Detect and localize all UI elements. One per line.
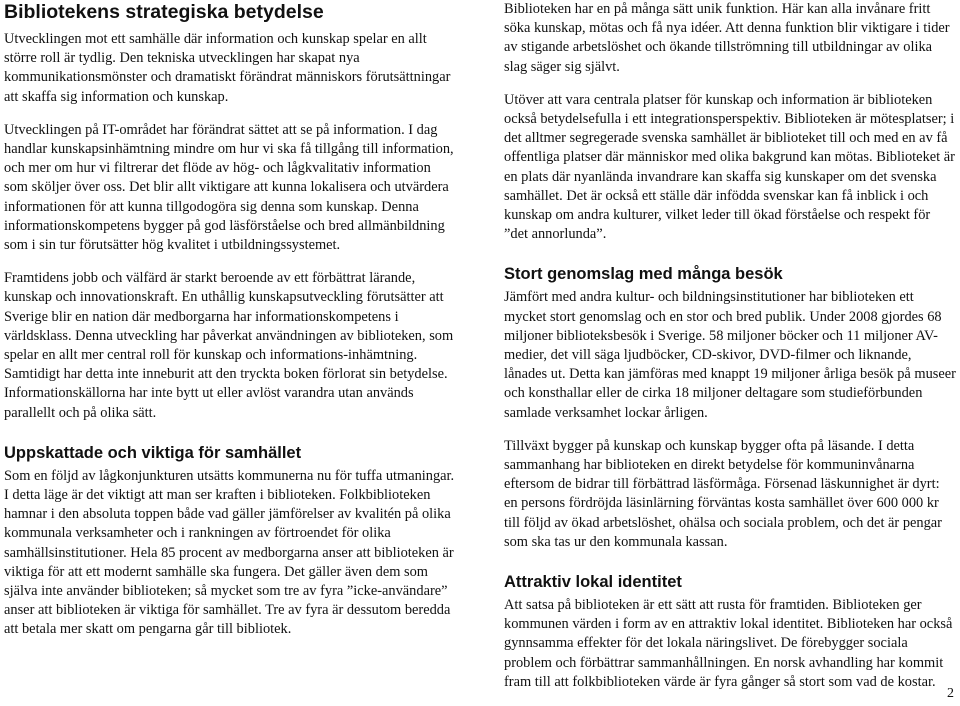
section-heading-identity: Attraktiv lokal identitet	[504, 573, 682, 592]
left-column	[4, 0, 456, 640]
right-column	[504, 0, 956, 692]
paragraph: Framtidens jobb och välfärd är starkt beroende av ett förbättrat lärande, kunskap och innovationskraft. En uthållig kunskapsutveckling förutsätter att Sverige blir en nation där medborgarna har informationskompetens i världsklass. Denna utveckling har påverkat användningen av biblioteken, som spelar en allt mer central roll för kunskap och informations-inhämtning. Samtidigt har detta inte inneburit att den tryckta boken förlorat sin betydelse. Informationskällorna har inte bytt ut eller avlöst varandra utan används parallellt och på olika sätt.	[4, 270, 454, 421]
paragraph: Som en följd av lågkonjunkturen utsätts kommunerna nu för tuffa utmaningar. I detta läge är det viktigt att man ser kraften i biblioteken. Folkbiblioteken hamnar i den absoluta toppen både vad gäller jämförelser av kvalitén på olika kommunala verksamheter och i rankningen av förtroendet för olika samhällsinstitutioner. Hela 85 procent av medborgarna anser att biblioteken är viktiga för att ett modernt samhälle ska fungera. Det gäller även dem som själva inte använder biblioteken; så mycket som tre av fyra ”icke-användare” anser att biblioteken är viktiga för samhället. Tre av fyra är dessutom beredda att betala mer skatt om pengarna går till bibliotek.	[4, 467, 455, 638]
paragraph: Biblioteken har en på många sätt unik funktion. Här kan alla invånare fritt söka kunskap, mötas och få nya idéer. Att denna funktion blir viktigare i tider av stigande arbetslöshet och ökande tillströmning till utbildningar av olika slag säger sig självt.	[504, 1, 950, 75]
section-heading-visits: Stort genomslag med många besök	[504, 265, 783, 284]
paragraph: Utvecklingen mot ett samhälle där information och kunskap spelar en allt större roll är tydlig. Den tekniska utvecklingen har skapat nya kommunikationsmönster och dramatiskt förändrat människors förutsättningar att skaffa sig information och kunskap.	[4, 31, 451, 105]
page-number: 2	[947, 686, 954, 701]
section-heading-valued: Uppskattade och viktiga för samhället	[4, 443, 302, 462]
section-heading-strategic: Bibliotekens strategiska betydelse	[4, 1, 324, 23]
paragraph: Utöver att vara centrala platser för kunskap och information är biblioteken också betydelsefulla i ett integrationsperspektiv. Biblioteken är mötesplatser; i det alltmer segregerade svenska samhället är biblioteket till och med en av få offentliga platser där människor med olika bakgrund kan mötas. Biblioteket är en plats där nyanlända invandrare kan skaffa sig kunskaper om det svenska samhället. Det är också ett ställe där infödda svenskar kan få inblick i och kunskap om andra kulturer, vilket leder till ökad förståelse och respekt för ”det annorlunda”.	[504, 91, 955, 243]
paragraph: Jämfört med andra kultur- och bildningsinstitutioner har biblioteken ett mycket stort genomslag och en stor och bred publik. Under 2008 gjordes 68 miljoner biblioteksbesök i Sverige. 58 miljoner böcker och 11 miljoner AV-medier, det vill säga ljudböcker, CD-skivor, DVD-filmer och liknande, lånades ut. Detta kan jämföras med knappt 19 miljoner årliga besök på museer och konsthallar eller de cirka 18 miljoner deltagare som studieförbunden samlade verksamhet lockar årligen.	[504, 289, 956, 421]
paragraph: Att satsa på biblioteken är ett sätt att rusta för framtiden. Biblioteken ger kommunen värden i form av en attraktiv lokal identitet. Biblioteken har också gynnsamma effekter för det lokala näringslivet. De förebygger sociala problem och förbättrar sammanhållningen. En norsk avhandling har kommit fram till att folkbiblioteken värde är fyra gånger så stort som vad de kostar.	[504, 597, 953, 690]
paragraph: Tillväxt bygger på kunskap och kunskap bygger ofta på läsande. I detta sammanhang har biblioteken en direkt betydelse för kommuninvånarna eftersom de bidrar till förbättrad läsförmåga. Försenad läskunnighet är dyrt: en persons fördröjda läsinlärning förväntas kosta samhället över 600 000 kr till följd av ökad arbetslöshet, ohälsa och sociala problem, och det är pengar som ska tas ur den kommunala kassan.	[504, 437, 942, 550]
paragraph: Utvecklingen på IT-området har förändrat sättet att se på information. I dag handlar kunskapsinhämtning mindre om hur vi ska få tillgång till information, och mer om hur vi filtrerar det flöde av hög- och lågkvalitativ information som sköljer över oss. Det blir allt viktigare att kunna lokalisera och utvärdera informationen för att kunna tillgodogöra sig denna som kunskap. Denna informationskompetens bygger på god läsförståelse och bred allmänbildning som i sin tur förutsätter hög kvalitet i utbildningssystemet.	[4, 121, 454, 254]
